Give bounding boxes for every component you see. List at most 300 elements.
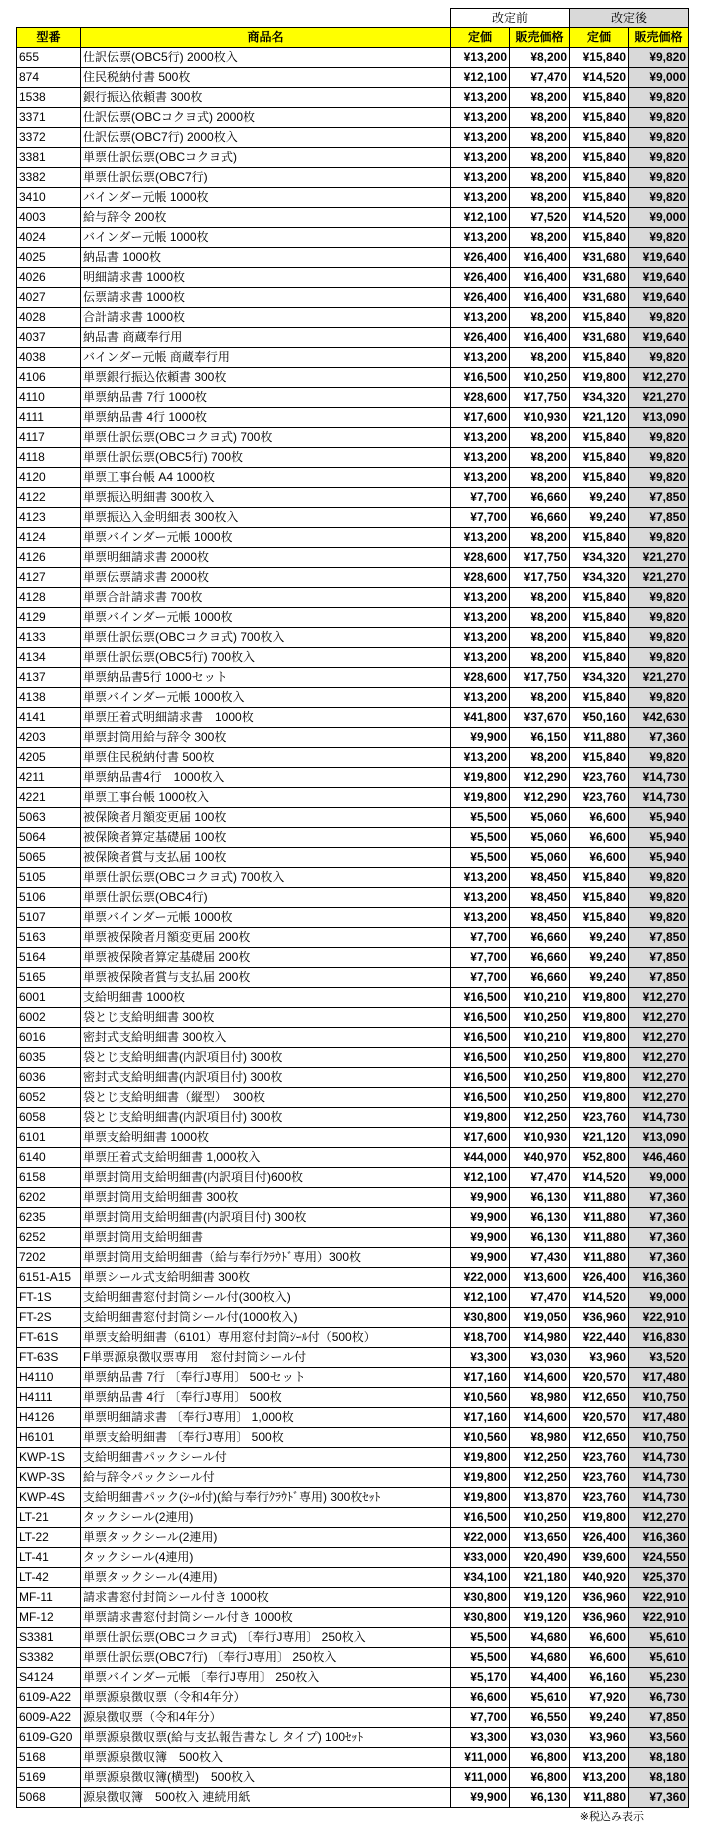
sale-price-after-cell: ¥9,820: [629, 108, 689, 128]
table-row: [17, 1748, 689, 1768]
sale-price-before-cell: ¥10,210: [510, 988, 570, 1008]
product-name-cell: 単票圧着式明細請求書 1000枚: [81, 708, 451, 728]
product-name-cell: 袋とじ支給明細書（縦型） 300枚: [81, 1088, 451, 1108]
product-name-cell: 単票封筒用支給明細書 300枚: [81, 1188, 451, 1208]
code-cell: 874: [17, 68, 81, 88]
sale-price-after-cell: ¥5,610: [629, 1628, 689, 1648]
list-price-after-cell: ¥15,840: [570, 88, 629, 108]
product-name-cell: 単票銀行振込依頼書 300枚: [81, 368, 451, 388]
sale-price-after-cell: ¥21,270: [629, 668, 689, 688]
table-row: [17, 308, 689, 328]
sale-price-after-cell: ¥13,090: [629, 408, 689, 428]
code-cell: 4203: [17, 728, 81, 748]
list-price-after-cell: ¥23,760: [570, 1448, 629, 1468]
code-cell: 4124: [17, 528, 81, 548]
list-price-before-cell: ¥28,600: [451, 568, 510, 588]
code-cell: 5169: [17, 1768, 81, 1788]
table-row: [17, 668, 689, 688]
list-price-before-cell: ¥12,100: [451, 1168, 510, 1188]
table-row: [17, 248, 689, 268]
sale-price-after-cell: ¥9,820: [629, 428, 689, 448]
sale-price-before-cell: ¥6,660: [510, 968, 570, 988]
list-price-after-cell: ¥6,600: [570, 808, 629, 828]
code-cell: 3381: [17, 148, 81, 168]
product-name-cell: 単票納品書4行 1000枚入: [81, 768, 451, 788]
list-price-before-cell: ¥11,000: [451, 1768, 510, 1788]
table-row: [17, 228, 689, 248]
product-name-cell: 単票住民税納付書 500枚: [81, 748, 451, 768]
code-cell: 6109-G20: [17, 1728, 81, 1748]
list-price-before-cell: ¥13,200: [451, 128, 510, 148]
sale-price-after-cell: ¥7,850: [629, 948, 689, 968]
sale-price-after-cell: ¥9,820: [629, 128, 689, 148]
list-price-before-cell: ¥12,100: [451, 68, 510, 88]
code-cell: KWP-4S: [17, 1488, 81, 1508]
table-row: [17, 868, 689, 888]
sale-price-after-cell: ¥9,820: [629, 628, 689, 648]
sale-price-before-cell: ¥7,430: [510, 1248, 570, 1268]
sale-price-before-cell: ¥12,290: [510, 768, 570, 788]
table-row: [17, 1708, 689, 1728]
product-name-cell: 袋とじ支給明細書(内訳項目付) 300枚: [81, 1108, 451, 1128]
code-cell: LT-42: [17, 1568, 81, 1588]
sale-price-before-cell: ¥6,130: [510, 1208, 570, 1228]
sale-price-after-cell: ¥21,270: [629, 568, 689, 588]
sale-price-before-cell: ¥19,120: [510, 1608, 570, 1628]
sale-price-before-cell: ¥6,660: [510, 948, 570, 968]
table-row: [17, 1068, 689, 1088]
sale-price-after-cell: ¥21,270: [629, 548, 689, 568]
sale-price-after-cell: ¥9,820: [629, 348, 689, 368]
sale-price-before-cell: ¥13,870: [510, 1488, 570, 1508]
table-row: [17, 348, 689, 368]
product-name-cell: 銀行振込依頼書 300枚: [81, 88, 451, 108]
list-price-before-cell: ¥17,600: [451, 1128, 510, 1148]
sale-price-after-cell: ¥7,360: [629, 1188, 689, 1208]
code-cell: 4025: [17, 248, 81, 268]
sale-price-before-cell: ¥17,750: [510, 388, 570, 408]
table-row: [17, 1248, 689, 1268]
list-price-before-cell: ¥5,170: [451, 1668, 510, 1688]
sale-price-after-cell: ¥19,640: [629, 328, 689, 348]
sale-price-after-cell: ¥7,850: [629, 488, 689, 508]
code-cell: MF-12: [17, 1608, 81, 1628]
code-cell: 5068: [17, 1788, 81, 1808]
sale-price-before-cell: ¥5,610: [510, 1688, 570, 1708]
table-row: [17, 568, 689, 588]
list-price-after-cell: ¥9,240: [570, 968, 629, 988]
sale-price-before-cell: ¥10,210: [510, 1028, 570, 1048]
table-row: [17, 168, 689, 188]
list-price-before-cell: ¥7,700: [451, 508, 510, 528]
code-cell: 4133: [17, 628, 81, 648]
code-cell: 6058: [17, 1108, 81, 1128]
table-row: [17, 1208, 689, 1228]
table-row: [17, 1028, 689, 1048]
list-price-after-cell: ¥6,600: [570, 828, 629, 848]
sale-price-before-cell: ¥13,650: [510, 1528, 570, 1548]
list-price-before-cell: ¥9,900: [451, 1208, 510, 1228]
list-price-after-cell: ¥19,800: [570, 368, 629, 388]
table-row: [17, 1648, 689, 1668]
list-price-before-cell: ¥19,800: [451, 1108, 510, 1128]
product-name-cell: 単票納品書 7行 〔奉行J専用〕 500セット: [81, 1368, 451, 1388]
list-price-before-cell: ¥13,200: [451, 308, 510, 328]
sale-price-before-cell: ¥4,400: [510, 1668, 570, 1688]
sale-price-after-cell: ¥5,940: [629, 848, 689, 868]
code-cell: H4126: [17, 1408, 81, 1428]
table-row: [17, 748, 689, 768]
list-price-before-cell: ¥13,200: [451, 888, 510, 908]
list-price-after-cell: ¥23,760: [570, 788, 629, 808]
sale-price-before-cell: ¥12,250: [510, 1448, 570, 1468]
table-row: [17, 1688, 689, 1708]
list-price-after-cell: ¥15,840: [570, 468, 629, 488]
sale-price-after-cell: ¥19,640: [629, 288, 689, 308]
code-cell: S3381: [17, 1628, 81, 1648]
product-name-cell: 単票納品書 4行 1000枚: [81, 408, 451, 428]
code-cell: 5107: [17, 908, 81, 928]
sale-price-before-cell: ¥14,600: [510, 1408, 570, 1428]
list-price-after-cell: ¥34,320: [570, 568, 629, 588]
table-row: [17, 428, 689, 448]
table-body: [17, 48, 689, 1808]
sale-price-before-cell: ¥21,180: [510, 1568, 570, 1588]
product-name-cell: 支給明細書 1000枚: [81, 988, 451, 1008]
list-price-before-cell: ¥9,900: [451, 728, 510, 748]
code-cell: 6002: [17, 1008, 81, 1028]
sale-price-after-cell: ¥9,820: [629, 308, 689, 328]
list-price-before-cell: ¥30,800: [451, 1588, 510, 1608]
sale-price-before-cell: ¥8,200: [510, 648, 570, 668]
sale-price-before-cell: ¥6,150: [510, 728, 570, 748]
code-cell: 5063: [17, 808, 81, 828]
product-name-cell: 仕訳伝票(OBC5行) 2000枚入: [81, 48, 451, 68]
sale-price-after-cell: ¥12,270: [629, 1508, 689, 1528]
sale-price-before-cell: ¥10,250: [510, 368, 570, 388]
table-row: [17, 208, 689, 228]
table-row: [17, 1048, 689, 1068]
list-price-after-cell: ¥19,800: [570, 1008, 629, 1028]
list-price-after-cell: ¥39,600: [570, 1548, 629, 1568]
sale-price-after-cell: ¥9,000: [629, 1168, 689, 1188]
sale-price-after-cell: ¥7,850: [629, 968, 689, 988]
list-price-before-cell: ¥19,800: [451, 788, 510, 808]
sale-price-before-cell: ¥8,200: [510, 608, 570, 628]
price-revision-table: [16, 8, 689, 1808]
product-name-cell: 単票仕訳伝票(OBCコクヨ式) 〔奉行J専用〕 250枚入: [81, 1628, 451, 1648]
code-cell: FT-61S: [17, 1328, 81, 1348]
product-name-cell: 単票振込明細書 300枚入: [81, 488, 451, 508]
table-row: [17, 1348, 689, 1368]
list-price-after-cell: ¥31,680: [570, 288, 629, 308]
table-row: [17, 528, 689, 548]
list-price-before-cell: ¥9,900: [451, 1788, 510, 1808]
code-cell: 5065: [17, 848, 81, 868]
list-price-after-cell: ¥6,600: [570, 1648, 629, 1668]
list-price-before-cell: ¥18,700: [451, 1328, 510, 1348]
list-price-before-cell: ¥7,700: [451, 488, 510, 508]
list-price-after-cell: ¥20,570: [570, 1368, 629, 1388]
product-name-cell: 住民税納付書 500枚: [81, 68, 451, 88]
list-price-after-cell: ¥34,320: [570, 388, 629, 408]
table-row: [17, 88, 689, 108]
list-price-before-cell: ¥19,800: [451, 768, 510, 788]
product-name-cell: 納品書 商蔵奉行用: [81, 328, 451, 348]
list-price-before-cell: ¥13,200: [451, 448, 510, 468]
table-row: [17, 768, 689, 788]
list-price-after-cell: ¥34,320: [570, 548, 629, 568]
product-name-cell: タックシール(4連用): [81, 1548, 451, 1568]
sale-price-after-cell: ¥12,270: [629, 1068, 689, 1088]
table-row: [17, 328, 689, 348]
list-price-before-cell: ¥13,200: [451, 528, 510, 548]
list-price-before-cell: ¥16,500: [451, 1008, 510, 1028]
sale-price-before-cell: ¥17,750: [510, 568, 570, 588]
list-price-after-cell: ¥15,840: [570, 688, 629, 708]
sale-price-before-cell: ¥7,470: [510, 1168, 570, 1188]
sale-price-before-cell: ¥12,250: [510, 1108, 570, 1128]
table-row: [17, 1628, 689, 1648]
table-row: [17, 548, 689, 568]
list-price-after-cell: ¥31,680: [570, 268, 629, 288]
sale-price-after-cell: ¥12,270: [629, 1008, 689, 1028]
code-cell: LT-41: [17, 1548, 81, 1568]
list-price-after-cell: ¥15,840: [570, 528, 629, 548]
table-row: [17, 188, 689, 208]
sale-price-after-cell: ¥22,910: [629, 1588, 689, 1608]
product-name-cell: 源泉徴収票（令和4年分）: [81, 1708, 451, 1728]
table-row: [17, 68, 689, 88]
product-name-cell: 単票支給明細書 〔奉行J専用〕 500枚: [81, 1428, 451, 1448]
list-price-before-cell: ¥13,200: [451, 868, 510, 888]
sale-price-after-cell: ¥21,270: [629, 388, 689, 408]
list-price-before-cell: ¥13,200: [451, 148, 510, 168]
list-price-before-cell: ¥9,900: [451, 1248, 510, 1268]
code-cell: H6101: [17, 1428, 81, 1448]
table-row: [17, 1528, 689, 1548]
code-cell: S3382: [17, 1648, 81, 1668]
code-cell: 655: [17, 48, 81, 68]
code-cell: 4137: [17, 668, 81, 688]
sale-price-before-cell: ¥8,450: [510, 908, 570, 928]
list-price-after-cell: ¥11,880: [570, 1248, 629, 1268]
code-cell: 5165: [17, 968, 81, 988]
code-cell: 6235: [17, 1208, 81, 1228]
product-name-cell: 単票源泉徴収票(給与支払報告書なし タイプ) 100ｾｯﾄ: [81, 1728, 451, 1748]
list-price-before-cell: ¥9,900: [451, 1228, 510, 1248]
sale-price-after-cell: ¥19,640: [629, 248, 689, 268]
code-cell: 4128: [17, 588, 81, 608]
sale-price-after-cell: ¥10,750: [629, 1428, 689, 1448]
table-row: [17, 388, 689, 408]
sale-price-after-cell: ¥14,730: [629, 788, 689, 808]
sale-price-before-cell: ¥10,250: [510, 1068, 570, 1088]
sale-price-after-cell: ¥9,820: [629, 88, 689, 108]
product-name-cell: バインダー元帳 1000枚: [81, 188, 451, 208]
list-price-after-cell: ¥13,200: [570, 1748, 629, 1768]
group-header-row: [17, 9, 689, 28]
product-name-cell: 支給明細書窓付封筒シール付(1000枚入): [81, 1308, 451, 1328]
sale-price-before-cell: ¥8,200: [510, 748, 570, 768]
table-row: [17, 628, 689, 648]
sale-price-after-cell: ¥9,000: [629, 208, 689, 228]
sale-price-after-cell: ¥17,480: [629, 1368, 689, 1388]
sale-price-after-cell: ¥9,820: [629, 748, 689, 768]
code-cell: 4129: [17, 608, 81, 628]
list-price-after-cell: ¥6,160: [570, 1668, 629, 1688]
tax-included-note: ※税込み表示: [579, 1811, 644, 1823]
list-price-before-cell: ¥44,000: [451, 1148, 510, 1168]
product-name-cell: 単票請求書窓付封筒シール付き 1000枚: [81, 1608, 451, 1628]
code-cell: LT-21: [17, 1508, 81, 1528]
list-price-after-cell: ¥15,840: [570, 448, 629, 468]
list-price-after-cell: ¥3,960: [570, 1728, 629, 1748]
sale-price-before-cell: ¥20,490: [510, 1548, 570, 1568]
list-price-before-cell: ¥28,600: [451, 388, 510, 408]
sale-price-before-cell: ¥8,200: [510, 308, 570, 328]
table-row: [17, 1128, 689, 1148]
sale-price-after-cell: ¥9,820: [629, 908, 689, 928]
sale-price-after-cell: ¥9,820: [629, 228, 689, 248]
list-price-after-cell: ¥11,880: [570, 1228, 629, 1248]
list-price-before-cell: ¥16,500: [451, 1068, 510, 1088]
code-cell: 5064: [17, 828, 81, 848]
table-row: [17, 368, 689, 388]
list-price-before-cell: ¥26,400: [451, 268, 510, 288]
list-price-before-cell: ¥30,800: [451, 1608, 510, 1628]
sale-price-before-cell: ¥8,200: [510, 468, 570, 488]
list-price-after-cell: ¥9,240: [570, 488, 629, 508]
product-name-cell: 単票仕訳伝票(OBCコクヨ式) 700枚: [81, 428, 451, 448]
sale-price-after-cell: ¥9,000: [629, 68, 689, 88]
sale-price-before-cell: ¥8,200: [510, 448, 570, 468]
list-price-before-cell: ¥19,800: [451, 1448, 510, 1468]
list-price-before-cell: ¥7,700: [451, 968, 510, 988]
code-cell: 4221: [17, 788, 81, 808]
list-price-after-cell: ¥40,920: [570, 1568, 629, 1588]
code-cell: 5163: [17, 928, 81, 948]
list-price-before-cell: ¥13,200: [451, 428, 510, 448]
sale-price-after-cell: ¥22,910: [629, 1608, 689, 1628]
list-price-after-cell: ¥52,800: [570, 1148, 629, 1168]
list-price-before-cell: ¥5,500: [451, 808, 510, 828]
table-row: [17, 1728, 689, 1748]
sale-price-after-cell: ¥9,820: [629, 468, 689, 488]
product-name-cell: 被保険者月額変更届 100枚: [81, 808, 451, 828]
code-cell: 4027: [17, 288, 81, 308]
sale-price-before-cell: ¥10,930: [510, 408, 570, 428]
list-price-after-cell: ¥19,800: [570, 1028, 629, 1048]
list-price-before-cell: ¥34,100: [451, 1568, 510, 1588]
product-name-cell: 支給明細書パックシール付: [81, 1448, 451, 1468]
sale-price-before-cell: ¥16,400: [510, 288, 570, 308]
product-name-cell: 単票納品書5行 1000セット: [81, 668, 451, 688]
sale-price-before-cell: ¥4,680: [510, 1648, 570, 1668]
table-row: [17, 1088, 689, 1108]
list-price-before-cell: ¥17,600: [451, 408, 510, 428]
code-cell: 3372: [17, 128, 81, 148]
list-price-before-cell: ¥13,200: [451, 168, 510, 188]
sale-price-before-cell: ¥8,200: [510, 188, 570, 208]
sale-price-before-cell: ¥14,600: [510, 1368, 570, 1388]
list-price-after-cell: ¥15,840: [570, 748, 629, 768]
table-row: [17, 128, 689, 148]
table-row: [17, 1148, 689, 1168]
product-name-cell: 単票バインダー元帳 1000枚入: [81, 688, 451, 708]
list-price-after-cell: ¥15,840: [570, 348, 629, 368]
sale-price-before-cell: ¥7,470: [510, 68, 570, 88]
table-row: [17, 948, 689, 968]
code-cell: 7202: [17, 1248, 81, 1268]
code-cell: 6101: [17, 1128, 81, 1148]
sale-price-before-cell: ¥5,060: [510, 808, 570, 828]
product-name-cell: 密封式支給明細書(内訳項目付) 300枚: [81, 1068, 451, 1088]
product-name-cell: 単票封筒用支給明細書: [81, 1228, 451, 1248]
table-row: [17, 1168, 689, 1188]
product-name-cell: 単票源泉徴収簿 500枚入: [81, 1748, 451, 1768]
sale-price-before-cell: ¥12,250: [510, 1468, 570, 1488]
table-row: [17, 108, 689, 128]
table-row: [17, 1468, 689, 1488]
list-price-after-cell: ¥14,520: [570, 68, 629, 88]
sale-price-after-cell: ¥7,360: [629, 1248, 689, 1268]
code-cell: 4024: [17, 228, 81, 248]
table-row: [17, 1548, 689, 1568]
list-price-after-cell: ¥15,840: [570, 188, 629, 208]
code-cell: 6151-A15: [17, 1268, 81, 1288]
product-name-cell: 給与辞令パックシール付: [81, 1468, 451, 1488]
code-cell: FT-2S: [17, 1308, 81, 1328]
sale-price-before-cell: ¥6,660: [510, 508, 570, 528]
code-cell: 6252: [17, 1228, 81, 1248]
list-price-before-cell: ¥13,200: [451, 608, 510, 628]
product-name-cell: 単票仕訳伝票(OBC5行) 700枚: [81, 448, 451, 468]
code-cell: 6202: [17, 1188, 81, 1208]
table-row: [17, 1188, 689, 1208]
product-name-cell: 単票バインダー元帳 〔奉行J専用〕 250枚入: [81, 1668, 451, 1688]
sale-price-before-cell: ¥6,130: [510, 1788, 570, 1808]
sale-price-before-cell: ¥10,250: [510, 1508, 570, 1528]
code-cell: 6016: [17, 1028, 81, 1048]
list-price-before-cell: ¥16,500: [451, 988, 510, 1008]
product-name-cell: 単票仕訳伝票(OBCコクヨ式) 700枚入: [81, 868, 451, 888]
list-price-after-cell: ¥15,840: [570, 168, 629, 188]
code-cell: 1538: [17, 88, 81, 108]
list-price-after-cell: ¥19,800: [570, 988, 629, 1008]
list-price-before-cell: ¥13,200: [451, 228, 510, 248]
sale-price-before-cell: ¥19,120: [510, 1588, 570, 1608]
product-name-cell: 被保険者賞与支払届 100枚: [81, 848, 451, 868]
list-price-after-cell: ¥12,650: [570, 1428, 629, 1448]
product-name-cell: 単票伝票請求書 2000枚: [81, 568, 451, 588]
list-price-after-cell: ¥23,760: [570, 768, 629, 788]
code-cell: 6009-A22: [17, 1708, 81, 1728]
product-name-cell: 単票封筒用支給明細書（給与奉行ｸﾗｳﾄﾞ専用）300枚: [81, 1248, 451, 1268]
sale-price-after-cell: ¥10,750: [629, 1388, 689, 1408]
table-row: [17, 908, 689, 928]
list-price-before-cell: ¥6,600: [451, 1688, 510, 1708]
list-price-after-cell: ¥12,650: [570, 1388, 629, 1408]
product-name-cell: 単票被保険者賞与支払届 200枚: [81, 968, 451, 988]
sale-price-before-cell: ¥8,200: [510, 168, 570, 188]
list-price-before-cell: ¥17,160: [451, 1368, 510, 1388]
product-name-cell: 合計請求書 1000枚: [81, 308, 451, 328]
sale-price-before-cell: ¥37,670: [510, 708, 570, 728]
sale-price-after-cell: ¥5,940: [629, 828, 689, 848]
table-row: [17, 1328, 689, 1348]
sale-price-after-cell: ¥3,520: [629, 1348, 689, 1368]
